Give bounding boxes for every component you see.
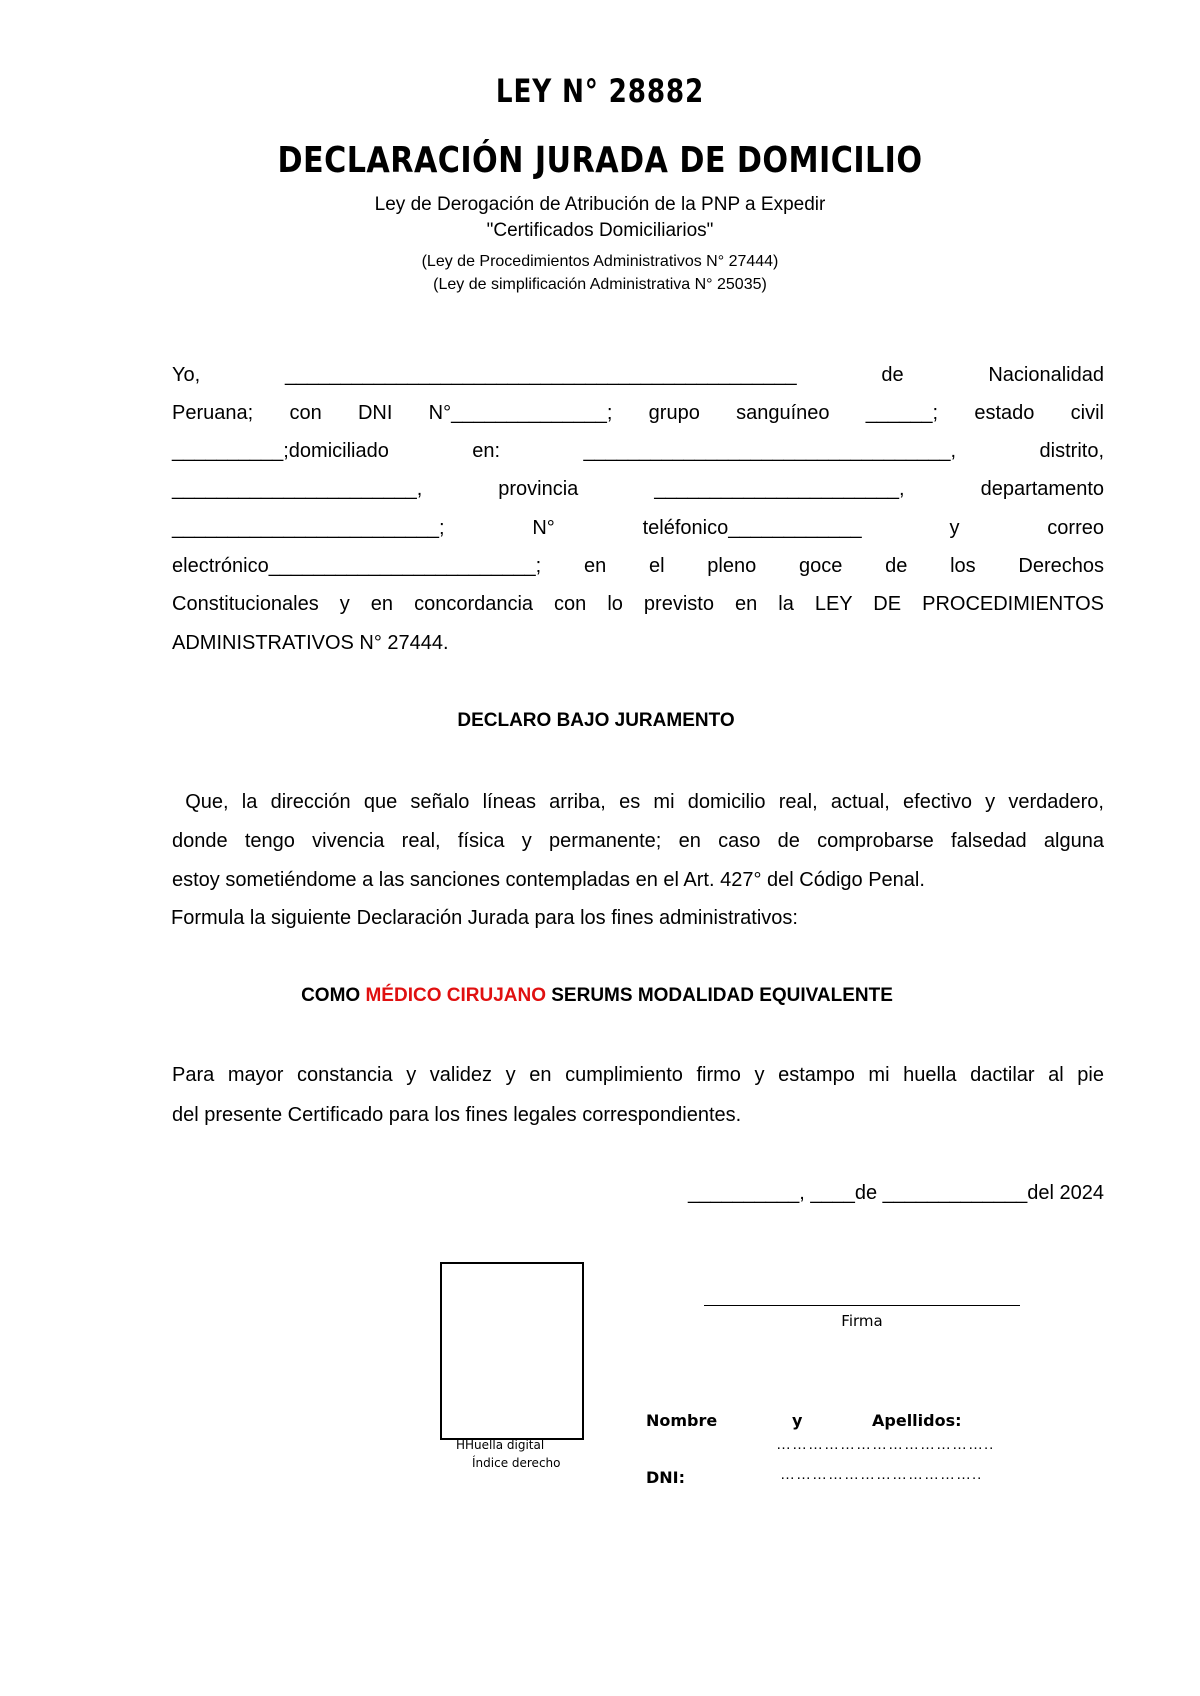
body-line-4: ______________________, provincia ______________________, departamento: [172, 478, 1104, 500]
document-title: DECLARACIÓN JURADA DE DOMICILIO: [277, 140, 923, 181]
name-label-3: Apellidos:: [872, 1411, 962, 1430]
fingerprint-box: [440, 1262, 584, 1440]
date-line: __________, ____de _____________del 2024: [688, 1182, 1104, 1204]
declaration-line-4: Formula la siguiente Declaración Jurada para los fines administrativos:: [171, 907, 798, 929]
reference-line-2: (Ley de simplificación Administrativa N° 25035): [433, 276, 767, 293]
body-line-5: ________________________; N° teléfonico____________ y correo: [172, 517, 1104, 539]
subtitle-line-2: "Certificados Domiciliarios": [486, 220, 714, 241]
purpose-prefix: COMO: [301, 985, 366, 1006]
declaration-line-2: donde tengo vivencia real, física y permanente; en caso de comprobarse falsedad alguna: [172, 830, 1104, 852]
fingerprint-label-1: HHuella digital: [456, 1438, 545, 1452]
dni-label: DNI:: [646, 1468, 686, 1487]
body-line-1: Yo, ______________________________________________ de Nacionalidad: [172, 364, 1104, 386]
fingerprint-label-2: Índice derecho: [472, 1456, 561, 1470]
firma-label: Firma: [841, 1312, 883, 1330]
subtitle-line-1: Ley de Derogación de Atribución de la PNP a Expedir: [374, 194, 826, 215]
purpose-suffix: SERUMS MODALIDAD EQUIVALENTE: [545, 985, 893, 1006]
signature-line: [704, 1305, 1020, 1306]
body-line-6: electrónico________________________; en el pleno goce de los Derechos: [172, 555, 1104, 577]
closing-line-2: del presente Certificado para los fines legales correspondientes.: [172, 1104, 742, 1126]
body-line-3: __________;domiciliado en: _________________________________, distrito,: [172, 440, 1104, 462]
purpose-line: [0, 985, 1197, 1007]
law-number: LEY N° 28882: [495, 72, 705, 110]
body-line-8: ADMINISTRATIVOS N° 27444.: [172, 632, 449, 654]
declaration-line-3: estoy sometiéndome a las sanciones contempladas en el Art. 427° del Código Penal.: [172, 869, 925, 891]
name-dots: …………………………………..: [776, 1436, 995, 1453]
dni-dots: ………………………………..: [780, 1466, 983, 1483]
name-label-2: y: [792, 1411, 803, 1430]
closing-line-1: Para mayor constancia y validez y en cumplimiento firmo y estampo mi huella dactilar al pie: [172, 1064, 1104, 1086]
body-line-2: Peruana; con DNI N°______________; grupo sanguíneo ______; estado civil: [172, 402, 1104, 424]
body-line-7: Constitucionales y en concordancia con lo previsto en la LEY DE PROCEDIMIENTOS: [172, 593, 1104, 615]
purpose-highlight: MÉDICO CIRUJANO: [365, 985, 546, 1006]
reference-line-1: (Ley de Procedimientos Administrativos N° 27444): [421, 253, 779, 270]
declaration-heading: DECLARO BAJO JURAMENTO: [457, 710, 735, 731]
name-label-1: Nombre: [646, 1411, 718, 1430]
declaration-line-1: Que, la dirección que señalo líneas arriba, es mi domicilio real, actual, efectivo y verdadero,: [172, 791, 1104, 813]
